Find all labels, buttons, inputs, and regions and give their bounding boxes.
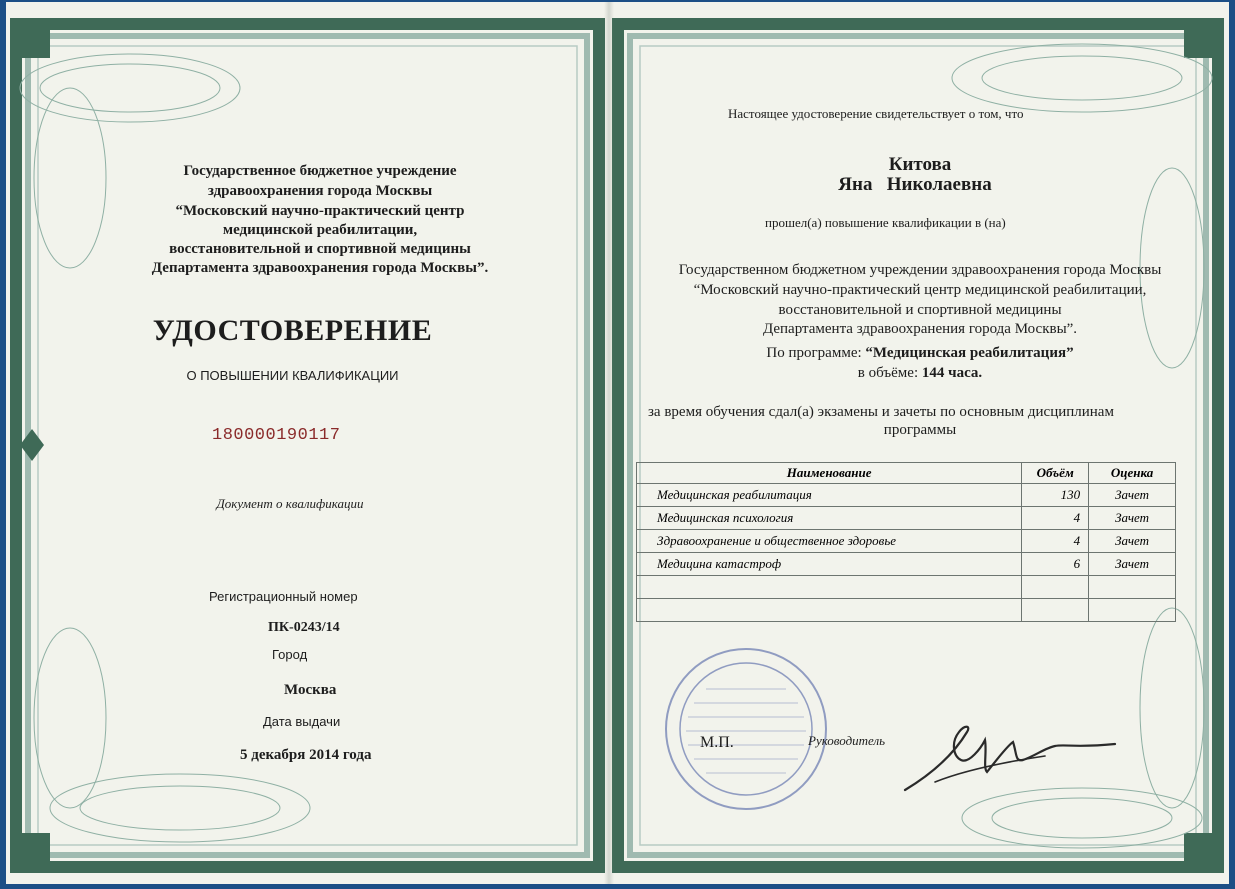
row-volume: 4	[1022, 507, 1089, 530]
row-grade	[1089, 576, 1176, 599]
table-row	[637, 484, 1176, 507]
signature	[895, 712, 1125, 802]
left-institution-line-5: восстановительной и спортивной медицины	[169, 241, 471, 257]
header-grade: Оценка	[1089, 463, 1176, 484]
intro-text: Настоящее удостоверение свидетельствует о том, что	[728, 106, 1024, 121]
right-institution-line-2: “Московский научно-практический центр медицинской реабилитации,	[693, 282, 1147, 298]
serial-number: 180000190117	[212, 426, 341, 445]
row-name: Медицинская психология	[637, 507, 1022, 530]
header-volume: Объём	[1022, 463, 1089, 484]
recipient-name: Яна Николаевна	[838, 174, 992, 195]
row-volume	[1022, 599, 1089, 622]
city-label: Город	[272, 647, 308, 662]
certificate-title: УДОСТОВЕРЕНИЕ	[152, 314, 433, 347]
table-row	[637, 530, 1176, 553]
header-name: Наименование	[637, 463, 1022, 484]
program-line	[620, 345, 1220, 362]
left-institution-line-2: здравоохранения города Москвы	[207, 183, 433, 199]
row-volume	[1022, 576, 1089, 599]
registration-label: Регистрационный номер	[209, 589, 358, 604]
page-fold	[604, 2, 614, 884]
volume-label: в объёме:	[857, 365, 922, 381]
table-header-row	[637, 463, 1176, 484]
disciplines-table	[636, 462, 1176, 622]
registration-number: ПК-0243/14	[268, 620, 340, 635]
left-institution-line-6: Департамента здравоохранения города Москвы”.	[151, 260, 489, 276]
organization-stamp	[662, 645, 830, 813]
left-institution-line-1: Государственное бюджетное учреждение	[183, 163, 457, 179]
program-label: По программе:	[766, 345, 866, 361]
left-institution-line-3: “Московский научно-практический центр	[175, 203, 465, 219]
exams-line-2: программы	[883, 422, 957, 438]
left-institution-line-4: медицинской реабилитации,	[222, 222, 418, 238]
issue-date-label: Дата выдачи	[263, 714, 341, 729]
row-name: Здравоохранение и общественное здоровье	[637, 530, 1022, 553]
row-grade: Зачет	[1089, 553, 1176, 576]
recipient-surname: Китова	[888, 154, 952, 175]
row-volume: 130	[1022, 484, 1089, 507]
row-grade: Зачет	[1089, 530, 1176, 553]
right-institution-line-1: Государственном бюджетном учреждении здравоохранения города Москвы	[678, 262, 1162, 278]
row-grade: Зачет	[1089, 484, 1176, 507]
volume-line	[620, 365, 1220, 382]
row-grade	[1089, 599, 1176, 622]
volume-value: 144 часа.	[921, 365, 983, 381]
table-row	[637, 507, 1176, 530]
table-row-empty	[637, 599, 1176, 622]
exams-line-1: за время обучения сдал(а) экзамены и зачеты по основным дисциплинам	[648, 404, 1114, 420]
certificate-subtitle: О ПОВЫШЕНИИ КВАЛИФИКАЦИИ	[186, 368, 399, 383]
head-label: Руководитель	[808, 733, 886, 748]
row-name: Медицина катастроф	[637, 553, 1022, 576]
row-name: Медицинская реабилитация	[637, 484, 1022, 507]
seal-mark: М.П.	[700, 734, 734, 751]
program-name: “Медицинская реабилитация”	[865, 345, 1074, 361]
table-row-empty	[637, 576, 1176, 599]
row-name	[637, 576, 1022, 599]
table-row	[637, 553, 1176, 576]
row-volume: 4	[1022, 530, 1089, 553]
right-institution-line-3: восстановительной и спортивной медицины	[778, 302, 1062, 318]
passed-text: прошел(а) повышение квалификации в (на)	[765, 215, 1006, 230]
row-name	[637, 599, 1022, 622]
issue-date: 5 декабря 2014 года	[240, 747, 372, 763]
row-volume: 6	[1022, 553, 1089, 576]
city-value: Москва	[284, 682, 337, 698]
right-institution-line-4: Департамента здравоохранения города Москвы”.	[762, 321, 1078, 337]
row-grade: Зачет	[1089, 507, 1176, 530]
document-type: Документ о квалификации	[216, 496, 364, 511]
